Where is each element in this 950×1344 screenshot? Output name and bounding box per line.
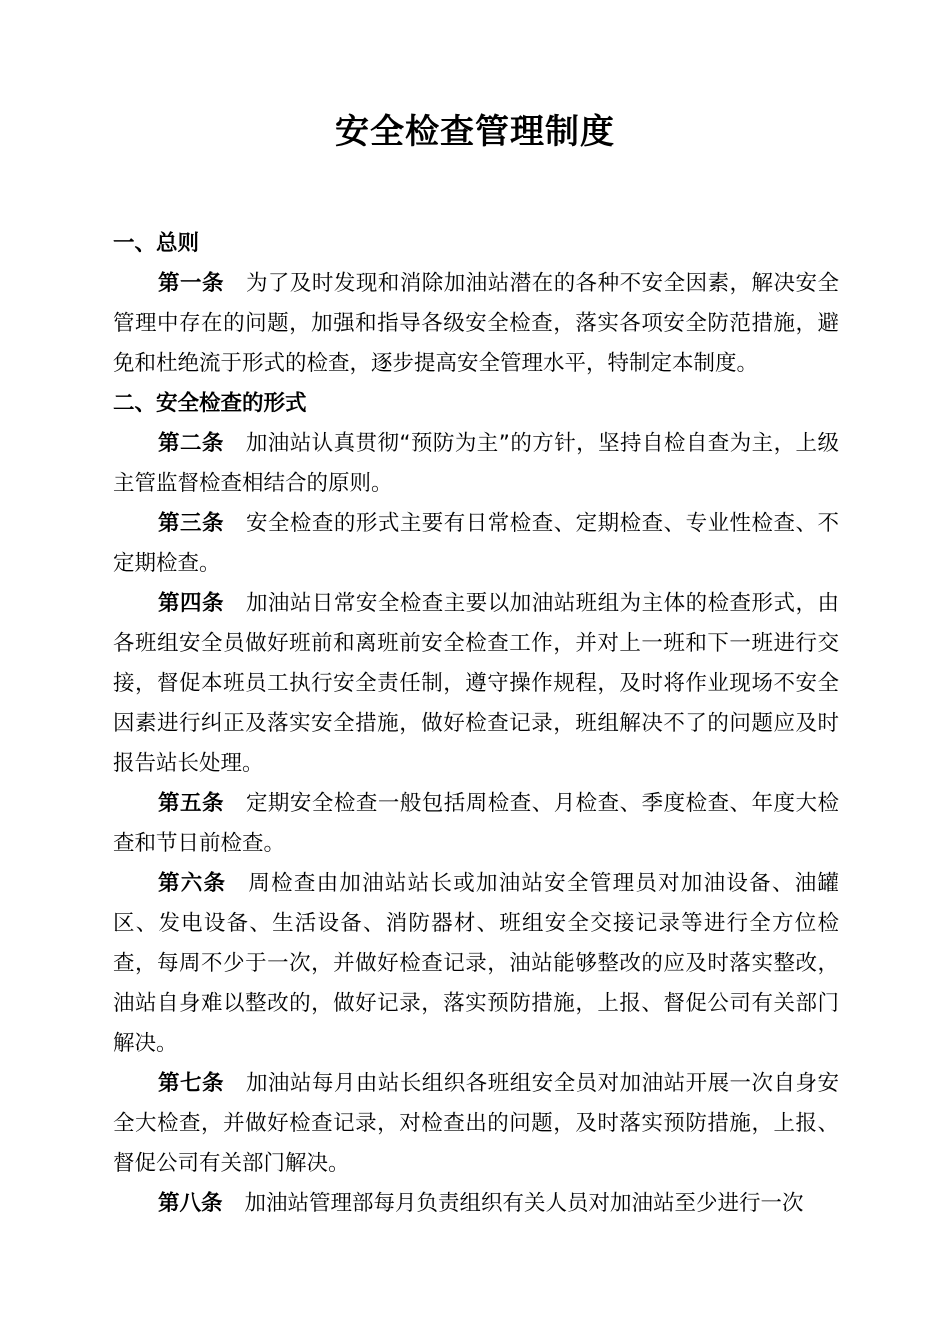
- article-label: 第三条: [158, 511, 224, 536]
- article-8: [113, 1184, 839, 1224]
- article-text: 加油站日常安全检查主要以加油站班组为主体的检查形式，由各班组安全员做好班前和离班前安全检查工作，并对上一班和下一班进行交接，督促本班员工执行安全责任制，遵守操作规程，及时将作业现场不安全因素进行纠正及落实安全措施，做好检查记录，班组解决不了的问题应及时报告站长处理。: [113, 591, 839, 776]
- article-text: 加油站每月由站长组织各班组安全员对加油站开展一次自身安全大检查，并做好检查记录，对检查出的问题，及时落实预防措施，上报、督促公司有关部门解决。: [113, 1071, 839, 1176]
- article-5: [113, 784, 839, 864]
- article-4: [113, 584, 839, 784]
- section-heading-inspection-forms: 二、安全检查的形式: [113, 391, 307, 416]
- article-label: 第八条: [158, 1191, 223, 1216]
- article-text: 为了及时发现和消除加油站潜在的各种不安全因素，解决安全管理中存在的问题，加强和指导各级安全检查，落实各项安全防范措施，避免和杜绝流于形式的检查，逐步提高安全管理水平，特制定本制度。: [113, 271, 839, 376]
- article-2: [113, 424, 839, 504]
- article-text: 周检查由加油站站长或加油站安全管理员对加油设备、油罐区、发电设备、生活设备、消防器材、班组安全交接记录等进行全方位检查，每周不少于一次，并做好检查记录，油站能够整改的应及时落实整改，油站自身难以整改的，做好记录，落实预防措施，上报、督促公司有关部门解决。: [113, 871, 839, 1056]
- article-label: 第六条: [158, 871, 227, 896]
- article-7: [113, 1064, 839, 1184]
- article-label: 第二条: [158, 431, 224, 456]
- article-label: 第七条: [158, 1071, 224, 1096]
- article-text: 加油站认真贯彻“预防为主”的方针，坚持自检自查为主，上级主管监督检查相结合的原则。: [113, 431, 839, 496]
- article-1: [113, 264, 839, 384]
- article-text: 加油站管理部每月负责组织有关人员对加油站至少进行一次: [244, 1191, 804, 1216]
- article-text: 定期安全检查一般包括周检查、月检查、季度检查、年度大检查和节日前检查。: [113, 791, 839, 856]
- document-body: [113, 224, 839, 1224]
- article-6: [113, 864, 839, 1064]
- section-heading-general: 一、总则: [113, 231, 200, 256]
- article-label: 第五条: [158, 791, 224, 816]
- article-label: 第四条: [158, 591, 224, 616]
- article-text: 安全检查的形式主要有日常检查、定期检查、专业性检查、不定期检查。: [113, 511, 839, 576]
- document-title: 安全检查管理制度: [335, 112, 615, 152]
- article-3: [113, 504, 839, 584]
- article-label: 第一条: [158, 271, 224, 296]
